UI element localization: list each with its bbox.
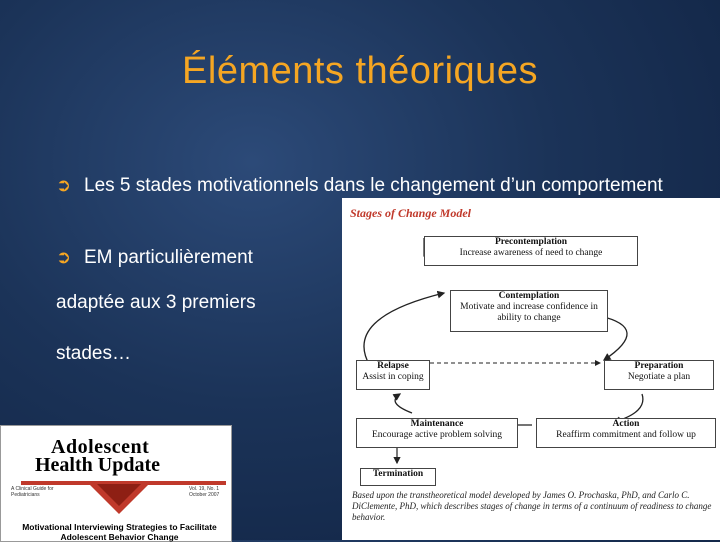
bullet-item <box>56 172 704 199</box>
slide-title: Éléments théoriques <box>182 50 538 92</box>
stages-of-change-figure <box>342 198 720 540</box>
stage-termination <box>360 468 436 486</box>
arrow-relapse-contemplation <box>364 293 444 366</box>
stage-name: Precontemplation <box>494 237 568 247</box>
arrow-bullet-icon: ➲ <box>56 247 72 267</box>
continuation-line: stades… <box>56 343 131 364</box>
stage-maintenance <box>356 418 518 448</box>
stage-relapse <box>356 360 430 390</box>
cover-right-note: Vol. 19, No. 1 October 2007 <box>189 486 220 498</box>
stage-preparation <box>604 360 714 390</box>
cover-left-note: A Clinical Guide for Pediatricians <box>11 486 54 498</box>
stage-desc: Encourage active problem solving <box>371 430 503 440</box>
cover-triangle-icon <box>89 484 149 514</box>
stage-name: Termination <box>372 469 424 479</box>
stage-desc: Reaffirm commitment and follow up <box>556 430 696 440</box>
bullet-text: EM particulièrement <box>84 247 253 268</box>
arrow-bullet-icon: ➲ <box>56 175 72 195</box>
bullet-item <box>56 244 344 271</box>
stage-name: Preparation <box>634 361 684 371</box>
cover-title-line2: Health Update <box>35 454 160 476</box>
stage-name: Action <box>612 419 640 429</box>
stage-desc: Increase awareness of need to change <box>459 248 603 258</box>
cover-subtitle: Motivational Interviewing Strategies to Facilitate Adolescent Behavior Change <box>22 522 217 542</box>
stage-action <box>536 418 716 448</box>
stage-contemplation <box>450 290 608 332</box>
arrow-maintenance-relapse <box>395 394 412 413</box>
journal-cover <box>0 425 232 542</box>
cover-title-line1: Adolescent <box>51 436 150 458</box>
stage-name: Contemplation <box>498 291 560 301</box>
stage-name: Relapse <box>377 361 409 371</box>
figure-title: Stages of Change Model <box>350 206 472 220</box>
stage-desc: Negotiate a plan <box>627 372 691 382</box>
bullet-text: Les 5 stades motivationnels dans le changement d’un comportement <box>84 175 663 196</box>
figure-caption: Based upon the transtheoretical model developed by James O. Prochaska, PhD, and Carlo C. DiClemente, PhD, which describes stages of change in terms of a continuum of readiness to change behavior. <box>352 490 712 522</box>
stage-desc: Assist in coping <box>362 372 424 382</box>
continuation-line: adaptée aux 3 premiers <box>56 292 256 313</box>
stage-desc: Motivate and increase confidence in ability to change <box>460 302 598 323</box>
stage-precontemplation <box>424 236 638 266</box>
stage-name: Maintenance <box>410 419 464 429</box>
